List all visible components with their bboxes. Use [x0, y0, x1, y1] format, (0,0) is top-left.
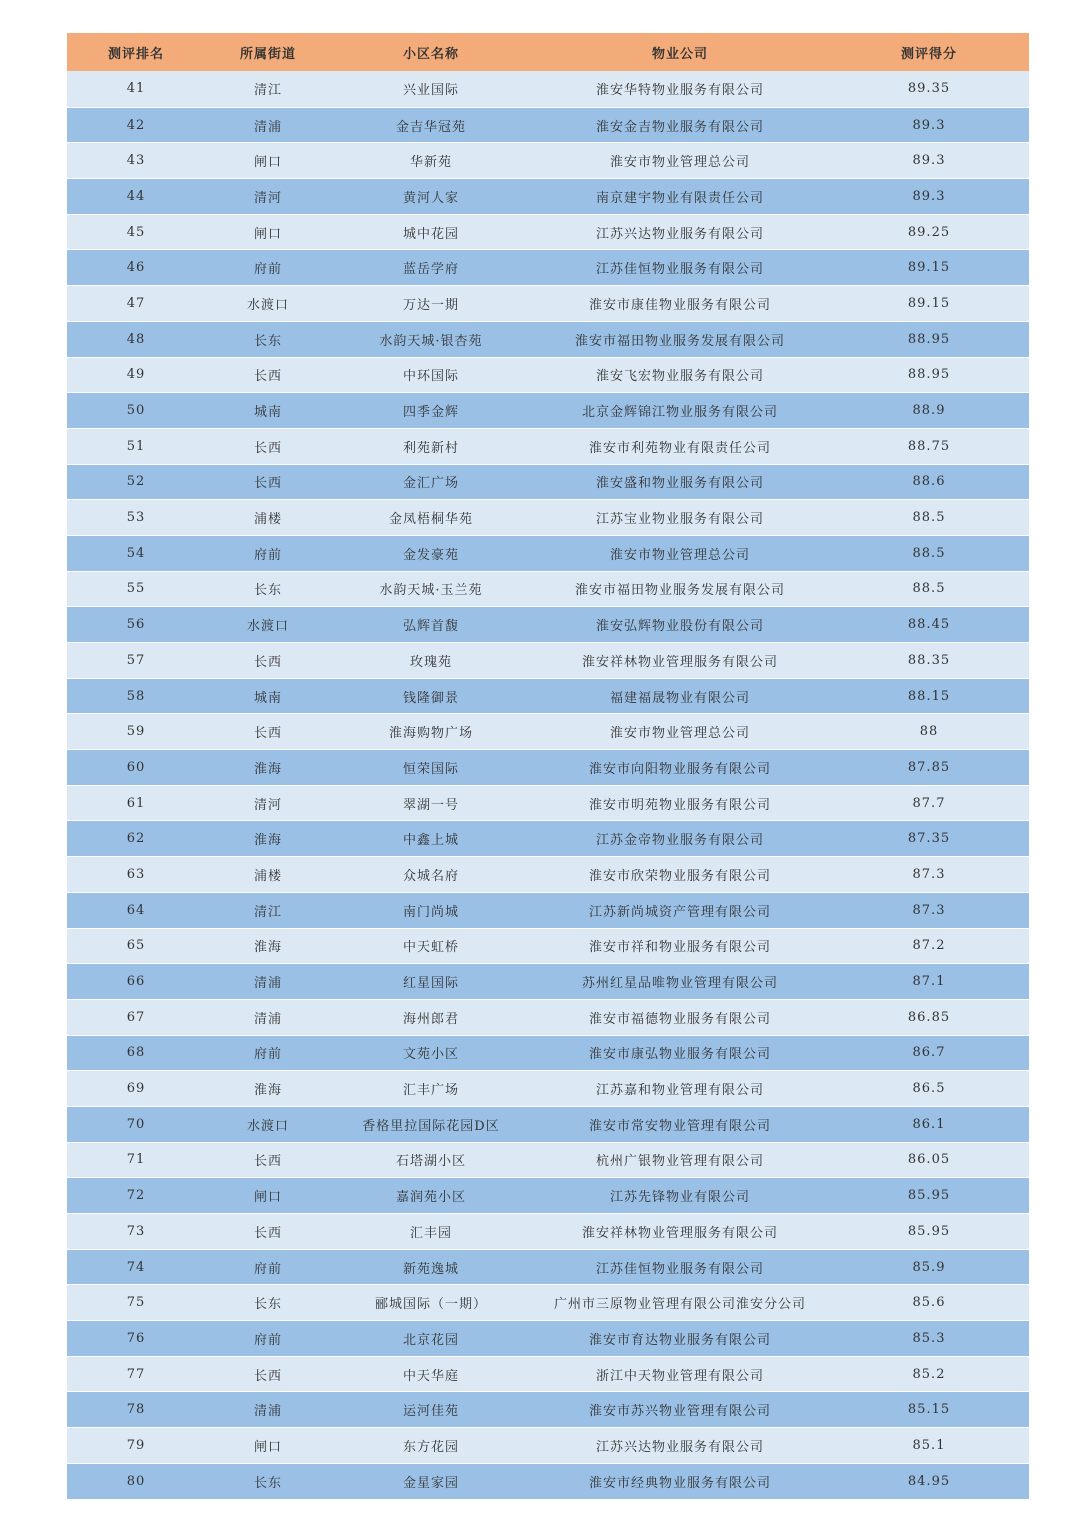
community-cell: 香格里拉国际花园D区 [362, 1118, 500, 1134]
street-cell: 闸口 [253, 155, 282, 171]
street-cell: 清江 [253, 83, 282, 99]
street-cell: 长西 [253, 476, 282, 492]
score-cell: 88.95 [907, 367, 951, 383]
rank-cell: 41 [126, 81, 146, 97]
community-cell: 嘉润苑小区 [395, 1190, 466, 1206]
company-cell: 淮安市福德物业服务有限公司 [588, 1011, 771, 1027]
rank-cell: 61 [126, 795, 146, 811]
score-cell: 87.3 [912, 866, 946, 882]
street-cell: 府前 [253, 1047, 282, 1063]
community-cell: 郦城国际（一期） [374, 1297, 487, 1313]
company-cell: 淮安祥林物业管理服务有限公司 [581, 654, 778, 670]
table-row [67, 1284, 1029, 1320]
community-cell: 四季金辉 [402, 405, 459, 421]
score-cell: 86.85 [907, 1009, 951, 1025]
rank-cell: 64 [126, 902, 146, 918]
score-cell: 87.1 [912, 974, 946, 990]
score-cell: 87.2 [912, 938, 946, 954]
community-cell: 黄河人家 [402, 190, 459, 206]
company-cell: 江苏兴达物业服务有限公司 [595, 226, 764, 242]
street-cell: 清浦 [253, 976, 282, 992]
score-cell: 88 [919, 724, 939, 740]
community-cell: 城中花园 [402, 226, 459, 242]
score-cell: 89.15 [907, 260, 951, 276]
table-row [67, 357, 1029, 393]
rank-cell: 69 [126, 1081, 146, 1097]
street-cell: 长东 [253, 583, 282, 599]
rank-cell: 45 [126, 224, 146, 240]
company-cell: 淮安市康佳物业服务有限公司 [588, 297, 771, 313]
company-cell: 江苏佳恒物业服务有限公司 [595, 262, 764, 278]
community-cell: 文苑小区 [402, 1047, 459, 1063]
rank-cell: 60 [126, 759, 146, 775]
company-cell: 江苏金帝物业服务有限公司 [595, 833, 764, 849]
company-cell: 淮安市福田物业服务发展有限公司 [574, 333, 785, 349]
table-row [67, 249, 1029, 285]
community-cell: 东方花园 [402, 1439, 459, 1455]
score-cell: 87.85 [907, 759, 951, 775]
street-cell: 清浦 [253, 1011, 282, 1027]
street-cell: 水渡口 [246, 619, 289, 635]
company-cell: 江苏嘉和物业管理有限公司 [595, 1083, 764, 1099]
score-cell: 85.3 [912, 1330, 946, 1346]
company-cell: 北京金辉锦江物业服务有限公司 [581, 405, 778, 421]
company-cell: 淮安盛和物业服务有限公司 [595, 476, 764, 492]
rank-cell: 57 [126, 652, 146, 668]
community-cell: 中环国际 [402, 369, 459, 385]
ranking-table [67, 33, 1029, 1499]
street-cell: 淮海 [253, 833, 282, 849]
street-cell: 清河 [253, 797, 282, 813]
company-cell: 淮安华特物业服务有限公司 [595, 83, 764, 99]
community-cell: 金发豪苑 [402, 547, 459, 563]
community-cell: 汇丰广场 [402, 1083, 459, 1099]
table-row [67, 1356, 1029, 1392]
community-cell: 金星家园 [402, 1475, 459, 1491]
header-property-company: 物业公司 [651, 46, 708, 62]
score-cell: 88.5 [912, 581, 946, 597]
rank-cell: 63 [126, 866, 146, 882]
score-cell: 88.15 [907, 688, 951, 704]
rank-cell: 70 [126, 1116, 146, 1132]
street-cell: 长西 [253, 654, 282, 670]
score-cell: 88.75 [907, 438, 951, 454]
score-cell: 86.7 [912, 1045, 946, 1061]
score-cell: 85.2 [912, 1366, 946, 1382]
rank-cell: 72 [126, 1188, 146, 1204]
score-cell: 86.05 [907, 1152, 951, 1168]
company-cell: 淮安祥林物业管理服务有限公司 [581, 1225, 778, 1241]
company-cell: 江苏兴达物业服务有限公司 [595, 1439, 764, 1455]
community-cell: 中天华庭 [402, 1368, 459, 1384]
table-row [67, 214, 1029, 250]
table-row [67, 1463, 1029, 1499]
street-cell: 清浦 [253, 1404, 282, 1420]
street-cell: 城南 [253, 405, 282, 421]
table-row [67, 1249, 1029, 1285]
score-cell: 88.6 [912, 474, 946, 490]
company-cell: 福建福晟物业有限公司 [609, 690, 750, 706]
community-cell: 北京花园 [402, 1332, 459, 1348]
table-row [67, 1177, 1029, 1213]
company-cell: 淮安市康弘物业服务有限公司 [588, 1047, 771, 1063]
table-row [67, 178, 1029, 214]
table-row [67, 642, 1029, 678]
score-cell: 88.5 [912, 510, 946, 526]
community-cell: 石塔湖小区 [395, 1154, 466, 1170]
street-cell: 长西 [253, 369, 282, 385]
community-cell: 万达一期 [402, 297, 459, 313]
header-community: 小区名称 [402, 46, 459, 62]
rank-cell: 79 [126, 1437, 146, 1453]
table-row [67, 571, 1029, 607]
rank-cell: 80 [126, 1473, 146, 1489]
street-cell: 闸口 [253, 1190, 282, 1206]
street-cell: 浦楼 [253, 868, 282, 884]
street-cell: 淮海 [253, 1083, 282, 1099]
score-cell: 85.95 [907, 1188, 951, 1204]
street-cell: 清河 [253, 190, 282, 206]
company-cell: 淮安市向阳物业服务有限公司 [588, 761, 771, 777]
table-row [67, 606, 1029, 642]
street-cell: 长西 [253, 1368, 282, 1384]
score-cell: 88.35 [907, 652, 951, 668]
table-row [67, 1070, 1029, 1106]
table-row [67, 1391, 1029, 1427]
company-cell: 浙江中天物业管理有限公司 [595, 1368, 764, 1384]
rank-cell: 54 [126, 545, 146, 561]
community-cell: 中鑫上城 [402, 833, 459, 849]
score-cell: 88.95 [907, 331, 951, 347]
company-cell: 淮安市明苑物业服务有限公司 [588, 797, 771, 813]
table-row [67, 1213, 1029, 1249]
company-cell: 淮安金吉物业服务有限公司 [595, 119, 764, 135]
community-cell: 翠湖一号 [402, 797, 459, 813]
header-rank: 测评排名 [107, 46, 164, 62]
rank-cell: 62 [126, 831, 146, 847]
street-cell: 长东 [253, 1475, 282, 1491]
company-cell: 淮安市物业管理总公司 [609, 726, 750, 742]
street-cell: 长西 [253, 1154, 282, 1170]
company-cell: 淮安市利苑物业有限责任公司 [588, 440, 771, 456]
company-cell: 淮安市欣荣物业服务有限公司 [588, 868, 771, 884]
company-cell: 淮安市育达物业服务有限公司 [588, 1332, 771, 1348]
table-row [67, 285, 1029, 321]
table-header [67, 33, 1029, 71]
rank-cell: 77 [126, 1366, 146, 1382]
score-cell: 87.7 [912, 795, 946, 811]
score-cell: 89.25 [907, 224, 951, 240]
community-cell: 金吉华冠苑 [395, 119, 466, 135]
score-cell: 89.15 [907, 295, 951, 311]
community-cell: 利苑新村 [402, 440, 459, 456]
street-cell: 闸口 [253, 1439, 282, 1455]
score-cell: 87.3 [912, 902, 946, 918]
company-cell: 淮安弘辉物业股份有限公司 [595, 619, 764, 635]
rank-cell: 68 [126, 1045, 146, 1061]
company-cell: 淮安市祥和物业服务有限公司 [588, 940, 771, 956]
table-row [67, 142, 1029, 178]
company-cell: 淮安市经典物业服务有限公司 [588, 1475, 771, 1491]
company-cell: 广州市三原物业管理有限公司淮安分公司 [553, 1297, 806, 1313]
community-cell: 金汇广场 [402, 476, 459, 492]
rank-cell: 67 [126, 1009, 146, 1025]
street-cell: 长西 [253, 440, 282, 456]
rank-cell: 65 [126, 938, 146, 954]
street-cell: 闸口 [253, 226, 282, 242]
table-row [67, 392, 1029, 428]
table-row [67, 535, 1029, 571]
table-row [67, 713, 1029, 749]
rank-cell: 43 [126, 153, 146, 169]
score-cell: 85.6 [912, 1295, 946, 1311]
score-cell: 86.1 [912, 1116, 946, 1132]
community-cell: 金凤梧桐华苑 [388, 512, 473, 528]
street-cell: 清浦 [253, 119, 282, 135]
community-cell: 水韵天城·玉兰苑 [379, 583, 483, 599]
street-cell: 淮海 [253, 940, 282, 956]
company-cell: 江苏新尚城资产管理有限公司 [588, 904, 771, 920]
rank-cell: 46 [126, 260, 146, 276]
table-row [67, 1106, 1029, 1142]
community-cell: 南门尚城 [402, 904, 459, 920]
rank-cell: 52 [126, 474, 146, 490]
community-cell: 钱隆御景 [402, 690, 459, 706]
rank-cell: 49 [126, 367, 146, 383]
community-cell: 淮海购物广场 [388, 726, 473, 742]
rank-cell: 71 [126, 1152, 146, 1168]
rank-cell: 74 [126, 1259, 146, 1275]
score-cell: 87.35 [907, 831, 951, 847]
score-cell: 89.3 [912, 153, 946, 169]
rank-cell: 42 [126, 117, 146, 133]
company-cell: 江苏先锋物业有限公司 [609, 1190, 750, 1206]
table-row [67, 999, 1029, 1035]
street-cell: 府前 [253, 1261, 282, 1277]
table-row [67, 1427, 1029, 1463]
score-cell: 85.9 [912, 1259, 946, 1275]
community-cell: 水韵天城·银杏苑 [379, 333, 483, 349]
street-cell: 府前 [253, 1332, 282, 1348]
company-cell: 杭州广银物业管理有限公司 [595, 1154, 764, 1170]
table-row [67, 856, 1029, 892]
table-row [67, 963, 1029, 999]
table-row [67, 71, 1029, 107]
table-row [67, 785, 1029, 821]
community-cell: 汇丰园 [409, 1225, 452, 1241]
rank-cell: 59 [126, 724, 146, 740]
rank-cell: 58 [126, 688, 146, 704]
company-cell: 淮安市物业管理总公司 [609, 547, 750, 563]
table-row [67, 892, 1029, 928]
rank-cell: 76 [126, 1330, 146, 1346]
rank-cell: 56 [126, 617, 146, 633]
score-cell: 86.5 [912, 1081, 946, 1097]
score-cell: 88.45 [907, 617, 951, 633]
company-cell: 淮安飞宏物业服务有限公司 [595, 369, 764, 385]
company-cell: 淮安市常安物业管理有限公司 [588, 1118, 771, 1134]
community-cell: 玫瑰苑 [409, 654, 452, 670]
score-cell: 88.9 [912, 403, 946, 419]
table-row [67, 1142, 1029, 1178]
community-cell: 弘辉首馥 [402, 619, 459, 635]
score-cell: 85.1 [912, 1437, 946, 1453]
rank-cell: 47 [126, 295, 146, 311]
table-row [67, 820, 1029, 856]
company-cell: 淮安市物业管理总公司 [609, 155, 750, 171]
rank-cell: 50 [126, 403, 146, 419]
community-cell: 华新苑 [409, 155, 452, 171]
community-cell: 运河佳苑 [402, 1404, 459, 1420]
street-cell: 长东 [253, 1297, 282, 1313]
company-cell: 淮安市苏兴物业管理有限公司 [588, 1404, 771, 1420]
rank-cell: 66 [126, 974, 146, 990]
rank-cell: 53 [126, 510, 146, 526]
rank-cell: 55 [126, 581, 146, 597]
company-cell: 淮安市福田物业服务发展有限公司 [574, 583, 785, 599]
table-row [67, 749, 1029, 785]
street-cell: 清江 [253, 904, 282, 920]
table-row [67, 1320, 1029, 1356]
score-cell: 89.35 [907, 81, 951, 97]
rank-cell: 48 [126, 331, 146, 347]
street-cell: 府前 [253, 547, 282, 563]
street-cell: 水渡口 [246, 1118, 289, 1134]
rank-cell: 75 [126, 1295, 146, 1311]
rank-cell: 73 [126, 1223, 146, 1239]
header-score: 测评得分 [900, 46, 957, 62]
street-cell: 长西 [253, 726, 282, 742]
score-cell: 85.15 [907, 1402, 951, 1418]
street-cell: 长东 [253, 333, 282, 349]
table-row [67, 428, 1029, 464]
community-cell: 蓝岳学府 [402, 262, 459, 278]
score-cell: 84.95 [907, 1473, 951, 1489]
score-cell: 88.5 [912, 545, 946, 561]
street-cell: 水渡口 [246, 297, 289, 313]
street-cell: 府前 [253, 262, 282, 278]
community-cell: 众城名府 [402, 868, 459, 884]
score-cell: 85.95 [907, 1223, 951, 1239]
community-cell: 新苑逸城 [402, 1261, 459, 1277]
score-cell: 89.3 [912, 117, 946, 133]
table-row [67, 678, 1029, 714]
table-row [67, 464, 1029, 500]
company-cell: 苏州红星品唯物业管理有限公司 [581, 976, 778, 992]
street-cell: 浦楼 [253, 512, 282, 528]
table-body [67, 71, 1029, 1499]
company-cell: 江苏宝业物业服务有限公司 [595, 512, 764, 528]
street-cell: 长西 [253, 1225, 282, 1241]
community-cell: 恒荣国际 [402, 761, 459, 777]
community-cell: 中天虹桥 [402, 940, 459, 956]
table-row [67, 321, 1029, 357]
community-cell: 兴业国际 [402, 83, 459, 99]
rank-cell: 51 [126, 438, 146, 454]
street-cell: 城南 [253, 690, 282, 706]
company-cell: 南京建宇物业有限责任公司 [595, 190, 764, 206]
company-cell: 江苏佳恒物业服务有限公司 [595, 1261, 764, 1277]
street-cell: 淮海 [253, 761, 282, 777]
table-row [67, 107, 1029, 143]
rank-cell: 44 [126, 188, 146, 204]
rank-cell: 78 [126, 1402, 146, 1418]
community-cell: 海州郎君 [402, 1011, 459, 1027]
table-row [67, 499, 1029, 535]
header-street: 所属街道 [239, 46, 296, 62]
score-cell: 89.3 [912, 188, 946, 204]
community-cell: 红星国际 [402, 976, 459, 992]
table-row [67, 1035, 1029, 1071]
table-row [67, 928, 1029, 964]
